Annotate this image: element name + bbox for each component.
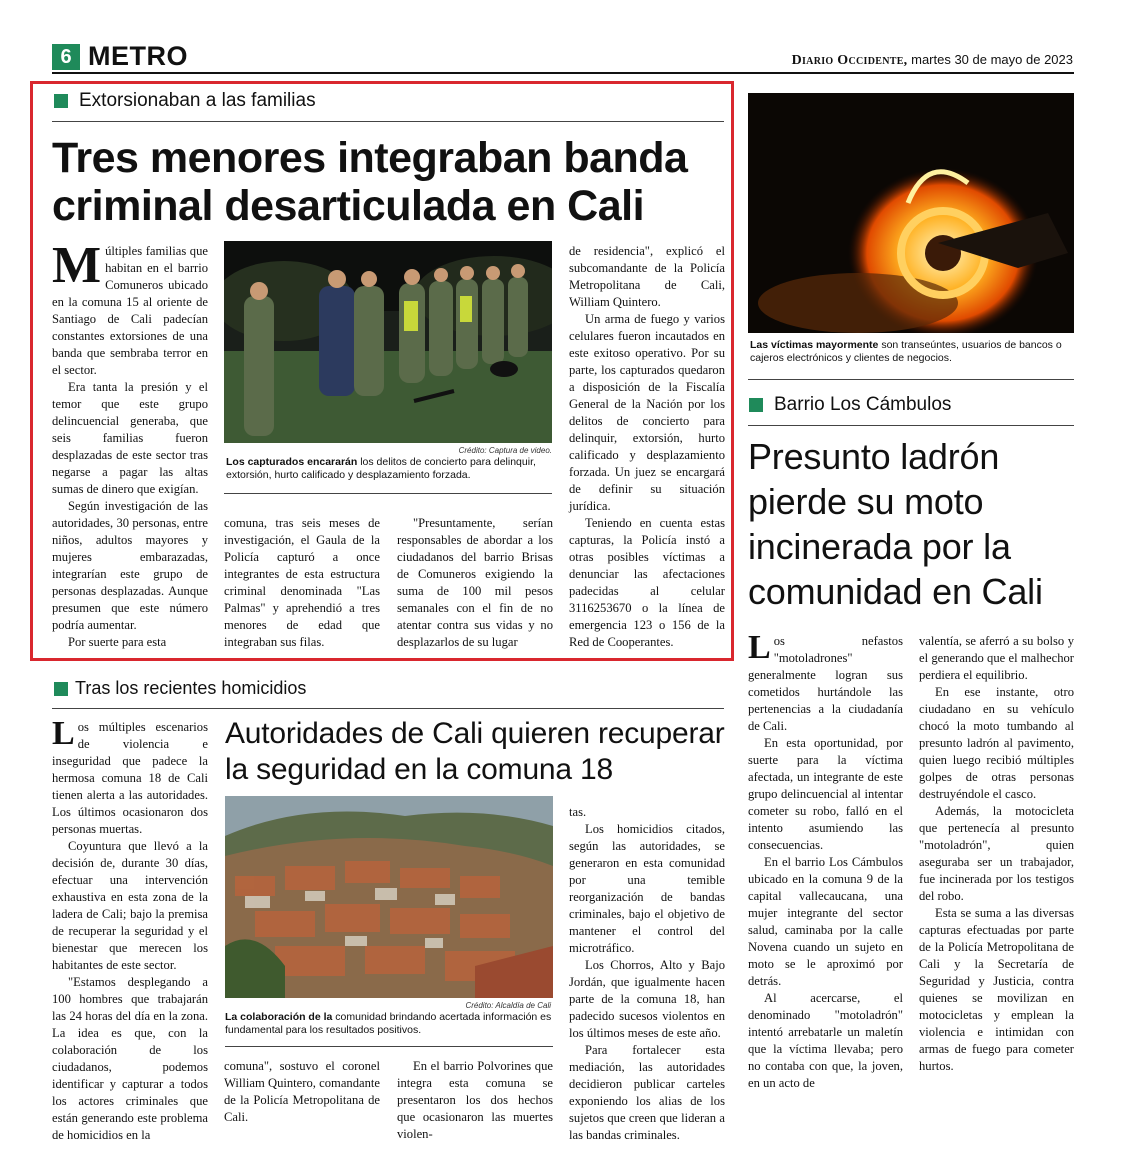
article3-headline: Presunto ladrón pierde su moto incinerada por la comunidad en Cali [748,436,1043,612]
paragraph: "Estamos desplegando a 100 hombres que trabajarán las 24 horas del día en la zona. La idea es que, con la colaboración de los ciudadanos, podemos identificar y capturar a todos los actores criminales que están generando este problema de homicidios en la [52,975,208,1142]
paragraph: En el barrio Los Cámbulos ubicado en la comuna 9 de la capital vallecaucana, una mujer integrante del sector salud, caminaba por la calle Novena cuando un sujeto en moto se le aproximó por detrás. [748,855,903,988]
paragraph: Un arma de fuego y varios celulares fueron incautados en este exitoso operativo. Por su parte, los capturados quedaron a disposición de la Fiscalía General de la Nación por los delitos de concierto para delinquir, extorsión, hurto calificado y desplazamiento forzada. Un juez se encargará de definir su situación jurídica. [569,312,725,513]
article1-column-1 [52,237,208,651]
article1-dropcap: M [52,237,102,294]
article3-kicker: Barrio Los Cámbulos [774,394,952,415]
caption-lead: La colaboración de la [225,1011,333,1023]
paragraph: os nefastos "motoladrones" generalmente logran sus cometidos hurtándole las pertenencias a la ciudadanía de Cali. [748,634,903,733]
newspaper-name: Diario Occidente, [791,53,908,68]
paragraph: comuna", sostuvo el coronel William Quintero, comandante de la Policía Metropolitana de Cali. [224,1059,380,1124]
header-rule [52,72,1074,74]
masthead [792,52,1073,69]
paragraph: Según investigación de las autoridades, 30 personas, entre niños, adultos mayores y mujeres embarazadas, integrarían este grupo de personas desplazadas. Aunque presumen que este número podría aumentar. [52,499,208,632]
article2-photo-credit: Crédito: Alcaldía de Cali [465,1001,551,1010]
article3-kicker-rule [748,425,1074,426]
caption-text: son transeúntes, usuarios de bancos o cajeros electrónicos y clientes de negocios. [750,339,1062,364]
paragraph: Al acercarse, el denominado "motoladrón" intentó arrebatarle un maletín que la víctima llevaba; pero no contaba con que, la joven, en un acto de [748,991,903,1090]
paragraph: Los Chorros, Alto y Bajo Jordán, que igualmente hacen parte de la comuna 18, han padecido sucesos violentos en los últimos meses de este año. [569,958,725,1040]
caption-lead: Los capturados encararán [226,456,358,468]
side-photo [748,93,1074,333]
article1-column-2 [224,515,380,651]
article2-caption-rule [225,1046,553,1047]
article2-column-4 [569,804,725,1144]
article2-column-3 [397,1058,553,1143]
issue-date: martes 30 de mayo de 2023 [911,52,1073,67]
section-title: METRO [88,41,188,71]
article3-dropcap: L [748,629,771,666]
paragraph: En el barrio Polvorines que integra esta comuna se presentaron los dos hechos que ocasionaron las muertes violen- [397,1059,553,1141]
article1-caption-rule [224,493,552,494]
caption-text: comunidad brindando acertada información es fundamental para los resultados positivos. [225,1011,552,1036]
kicker-square-icon [749,398,763,412]
article2-kicker: Tras los recientes homicidios [75,678,307,698]
article1-column-3 [397,515,553,651]
kicker-square-icon [54,94,68,108]
article1-photo [224,241,552,443]
paragraph: últiples familias que habitan en el barrio Comuneros ubicado en la comuna 15 al oriente de Santiago de Cali padecían constantes extorsiones de una banda que sembraba terror en el sector. [52,244,208,377]
paragraph: Por suerte para esta [68,635,167,649]
paragraph: comuna, tras seis meses de investigación, el Gaula de la Policía capturó a once integrantes de esta estructura criminal denominada "Las Palmas" y aprehendió a tres menores de edad que integraban sus filas. [224,516,380,649]
paragraph: Para fortalecer esta mediación, las autoridades decidieron publicar carteles exponiendo los alias de los sujetos que creen que lideran a las bandas criminales. [569,1043,725,1142]
side-photo-caption [750,339,1076,365]
article1-photo-credit: Crédito: Captura de video. [458,446,552,455]
kicker-square-icon [54,682,68,696]
article2-dropcap: L [52,715,75,752]
paragraph: "Presuntamente, serían responsables de abordar a los ciudadanos del barrio Brisas de Comuneros exigiendo la suma de 100 mil pesos semanales con el fin de no atentar contra sus vidas y no desplazarlos de su lugar [397,516,553,649]
paragraph: Los homicidios citados, según las autoridades, se generaron en esta comunidad por una temible reorganización de bandas criminales, bajo el objetivo de mantener el control del microtráfico. [569,822,725,955]
article1-kicker-rule [52,121,724,122]
caption-lead: Las víctimas mayormente [750,339,879,351]
article1-photo-caption [226,456,554,482]
paragraph: de residencia", explicó el subcomandante de la Policía Metropolitana de Cali, William Quintero. [569,244,725,309]
article2-column-1 [52,715,208,1144]
paragraph: Coyuntura que llevó a la decisión de, durante 30 días, efectuar una intervención exhaustiva en esta zona de la ladera de Cali; bajo la premisa de recuperar la seguridad y el bienestar que merecen los habitantes de este sector. [52,839,208,972]
paragraph: os múltiples escenarios de violencia e inseguridad que padece la hermosa comuna 18 de Cali tienen alerta a las autoridades. Los últimos ocasionaron dos personas muertas. [52,720,208,836]
paragraph: Además, la motocicleta que pertenecía al presunto "motoladrón", quien aseguraba ser un trabajador, fue incinerada por los testigos del robo. [919,804,1074,903]
page-number-badge: 6 [52,44,80,70]
article1-column-4 [569,243,725,651]
paragraph: tas. [569,805,587,819]
paragraph: valentía, se aferró a su bolso y el generando que el malhechor perdiera el equilibrio. [919,634,1074,682]
article2-column-2 [224,1058,380,1126]
article3-column-2 [919,633,1074,1075]
caption-text: los delitos de concierto para delinquir, extorsión, hurto calificado y desplazamiento forzada. [226,456,536,481]
paragraph: Era tanta la presión y el temor que este grupo delincuencial generaba, que seis familias fueron desplazadas de este sector tras negarse a pagar las altas sumas de dinero que exigían. [52,380,208,496]
paragraph: Esta se suma a las diversas capturas efectuadas por parte de la Policía Metropolitana de Cali y la Secretaría de Seguridad y Justicia, contra quienes se movilizan en motocicletas y emplean la violencia e intimidan con armas de fuego para cometer hurtos. [919,906,1074,1073]
article1-headline: Tres menores integraban banda criminal desarticulada en Cali [52,134,688,230]
article2-photo-caption [225,1011,555,1037]
paragraph: En ese instante, otro ciudadano en su vehículo chocó la moto tumbando al presunto ladrón al pavimento, quien luego recibió múltiples golpes de otras personas destruyéndole el casco. [919,685,1074,801]
article3-column-1 [748,629,903,1092]
side-photo-rule [748,379,1074,380]
article2-photo [225,796,553,998]
article2-kicker-rule [52,708,724,709]
paragraph: En esta oportunidad, por suerte para la víctima afectada, un integrante de este grupo delincuencial al intentar cometer su robo, falló en el intento asumiendo las consecuencias. [748,736,903,852]
article2-headline: Autoridades de Cali quieren recuperar la seguridad en la comuna 18 [225,717,725,786]
article1-kicker: Extorsionaban a las familias [79,90,316,111]
paragraph: Teniendo en cuenta estas capturas, la Policía instó a otras posibles víctimas a denunciar las afectaciones padecidas al celular 3116253670 o la línea de emergencia 123 o 156 de la Red de Cooperantes. [569,516,725,649]
